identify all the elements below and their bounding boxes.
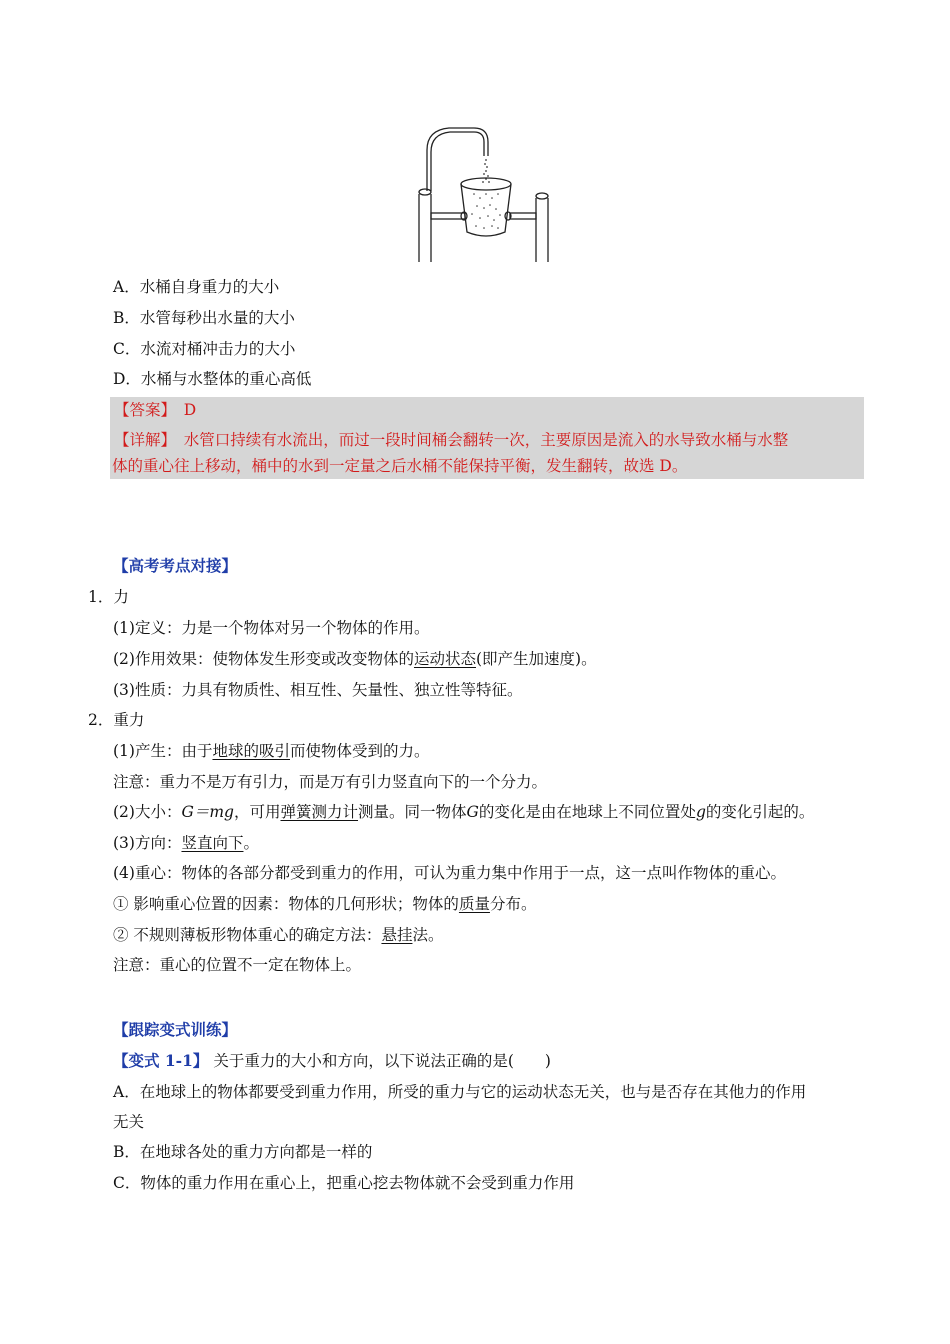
option-b: B．水管每秒出水量的大小 [113,309,295,327]
variant-option-c: C．物体的重力作用在重心上，把重心挖去物体就不会受到重力作用 [113,1174,575,1192]
item-1-title: 力 [113,588,129,606]
variant-label: 【变式 1-1】 [113,1051,209,1070]
item-2-number: 2． [88,711,114,729]
bucket-apparatus-figure [414,122,559,267]
gravity-magnitude-mid: ，可用 [233,803,281,821]
gravity-magnitude-mid2: 测量。同一物体 [358,803,467,821]
gravity-symbol-G: G [466,803,479,821]
variant-option-a-line1: A．在地球上的物体都要受到重力作用，所受的重力与它的运动状态无关，也与是否存在其他力的作用 [113,1083,807,1101]
gravity-direction-underlined: 竖直向下 [181,834,244,852]
option-c: C．水流对桶冲击力的大小 [113,340,296,358]
detail-row-1 [114,429,788,451]
option-d: D．水桶与水整体的重心高低 [113,370,312,388]
variant-question [113,1050,551,1072]
item-1-number: 1． [88,588,114,606]
gravity-magnitude-prefix: (2)大小： [113,803,182,821]
cog-factors-prefix: ① 影响重心位置的因素：物体的几何形状；物体的 [113,895,459,913]
cog-factors-underlined: 质量 [458,895,490,913]
gravity-origin-underlined: 地球的吸引 [212,742,290,760]
cog-method-underlined: 悬挂 [381,926,413,944]
force-effect-underlined: 运动状态 [413,650,476,668]
variant-option-a-line2: 无关 [113,1113,145,1131]
answer-value: D [183,401,197,419]
gravity-direction-prefix: (3)方向： [113,834,182,852]
gravity-direction [113,832,259,854]
force-property: (3)性质：力具有物质性、相互性、矢量性、独立性等特征。 [113,681,523,699]
gravity-magnitude-mid3: 的变化是由在地球上不同位置处 [478,803,696,821]
cog-factors-suffix: 分布。 [489,895,537,913]
option-a: A．水桶自身重力的大小 [113,278,280,296]
gravity-direction-suffix: 。 [243,834,259,852]
gravity-origin-suffix: 而使物体受到的力。 [289,742,430,760]
item-2-title: 重力 [113,711,145,729]
variant-question-text: 关于重力的大小和方向，以下说法正确的是( ) [213,1052,551,1070]
detail-label: 【详解】 [114,431,169,449]
gravity-formula: G＝mg [181,803,234,821]
gravity-note-2: 注意：重心的位置不一定在物体上。 [113,956,362,974]
force-definition: (1)定义：力是一个物体对另一个物体的作用。 [113,619,430,637]
gravity-note-1: 注意：重力不是万有引力，而是万有引力竖直向下的一个分力。 [113,773,548,791]
item-2-heading [88,709,144,731]
gravity-magnitude [113,801,814,823]
gravity-symbol-g: g [695,803,706,821]
cog-factors [113,893,536,915]
cog-method-prefix: ② 不规则薄板形物体重心的确定方法： [113,926,382,944]
answer-row [114,399,196,421]
cog-method [113,924,443,946]
center-of-gravity: (4)重心：物体的各部分都受到重力的作用，可认为重力集中作用于一点，这一点叫作物体的重心。 [113,864,786,882]
detail-row-2: 体的重心往上移动，桶中的水到一定量之后水桶不能保持平衡，发生翻转，故选 D。 [112,457,688,475]
cog-method-suffix: 法。 [412,926,444,944]
answer-label: 【答案】 [114,401,169,419]
section-heading-practice: 【跟踪变式训练】 [113,1020,238,1039]
force-effect-prefix: (2)作用效果：使物体发生形变或改变物体的 [113,650,414,668]
gravity-origin [113,740,430,762]
section-heading-exam-points: 【高考考点对接】 [113,556,238,575]
force-effect-suffix: (即产生加速度)。 [475,650,597,668]
gravity-magnitude-underlined: 弹簧测力计 [280,803,359,821]
variant-option-b: B．在地球各处的重力方向都是一样的 [113,1143,373,1161]
item-1-heading [88,586,129,608]
answer-box [110,397,864,479]
gravity-origin-prefix: (1)产生：由于 [113,742,213,760]
gravity-magnitude-suffix: 的变化引起的。 [705,803,815,821]
force-effect [113,648,597,670]
detail-text-1: 水管口持续有水流出，而过一段时间桶会翻转一次，主要原因是流入的水导致水桶与水整 [183,431,789,449]
